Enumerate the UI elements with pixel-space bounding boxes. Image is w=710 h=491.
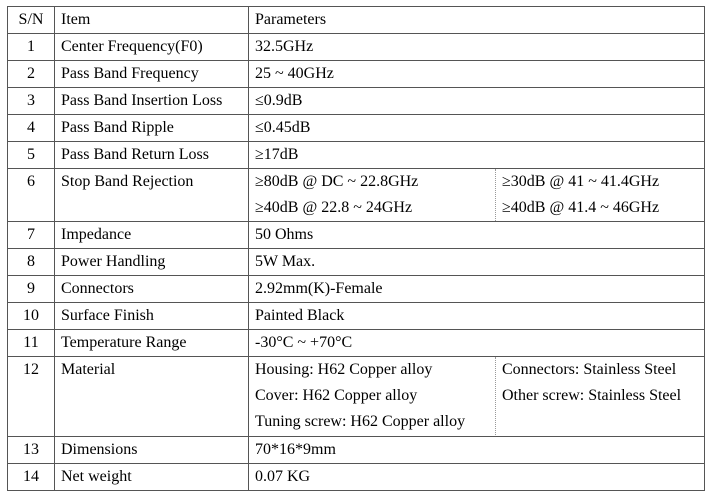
value-line: ≥80dB @ DC ~ 22.8GHz <box>255 173 419 190</box>
row-item: Material <box>55 357 249 437</box>
value-column-1 <box>249 169 496 221</box>
row-item: Center Frequency(F0) <box>55 34 249 61</box>
header-parameters: Parameters <box>249 7 705 34</box>
header-item: Item <box>55 7 249 34</box>
row-sn: 10 <box>8 303 55 330</box>
value-line: Connectors: Stainless Steel <box>502 361 677 378</box>
row-item: Impedance <box>55 222 249 249</box>
row-value: ≥17dB <box>249 142 705 169</box>
row-sn: 8 <box>8 249 55 276</box>
row-item: Stop Band Rejection <box>55 169 249 222</box>
table-row <box>8 303 705 330</box>
value-line: Housing: H62 Copper alloy <box>255 361 433 378</box>
table-row <box>8 249 705 276</box>
row-item: Pass Band Ripple <box>55 115 249 142</box>
table-row <box>8 34 705 61</box>
value-column-2 <box>496 357 681 435</box>
table-row <box>8 464 705 491</box>
row-sn: 6 <box>8 169 55 222</box>
row-value: -30°C ~ +70°C <box>249 330 705 357</box>
value-line: Other screw: Stainless Steel <box>502 387 682 404</box>
row-value: 2.92mm(K)-Female <box>249 276 705 303</box>
row-value: 70*16*9mm <box>249 437 705 464</box>
row-value: 25 ~ 40GHz <box>249 61 705 88</box>
value-line: Cover: H62 Copper alloy <box>255 387 418 404</box>
row-item: Surface Finish <box>55 303 249 330</box>
row-item: Net weight <box>55 464 249 491</box>
row-sn: 12 <box>8 357 55 437</box>
spec-table <box>7 6 705 491</box>
value-line: Tuning screw: H62 Copper alloy <box>255 413 466 430</box>
table-row <box>8 437 705 464</box>
row-item: Pass Band Frequency <box>55 61 249 88</box>
row-item: Pass Band Insertion Loss <box>55 88 249 115</box>
value-line: ≥40dB @ 41.4 ~ 46GHz <box>502 199 660 216</box>
row-value-split <box>249 357 705 437</box>
table-row <box>8 61 705 88</box>
table-row <box>8 169 705 222</box>
header-sn: S/N <box>8 7 55 34</box>
row-sn: 14 <box>8 464 55 491</box>
row-sn: 1 <box>8 34 55 61</box>
table-row <box>8 222 705 249</box>
row-item: Pass Band Return Loss <box>55 142 249 169</box>
row-item: Temperature Range <box>55 330 249 357</box>
row-sn: 2 <box>8 61 55 88</box>
table-row <box>8 88 705 115</box>
row-sn: 9 <box>8 276 55 303</box>
row-value: 50 Ohms <box>249 222 705 249</box>
row-item: Dimensions <box>55 437 249 464</box>
row-sn: 7 <box>8 222 55 249</box>
table-row <box>8 276 705 303</box>
row-sn: 13 <box>8 437 55 464</box>
row-value-split <box>249 169 705 222</box>
value-line: ≥40dB @ 22.8 ~ 24GHz <box>255 199 413 216</box>
row-item: Power Handling <box>55 249 249 276</box>
row-item: Connectors <box>55 276 249 303</box>
row-value: ≤0.45dB <box>249 115 705 142</box>
row-value: 5W Max. <box>249 249 705 276</box>
value-column-2 <box>496 169 659 221</box>
table-row <box>8 357 705 437</box>
header-row <box>8 7 705 34</box>
row-value: 32.5GHz <box>249 34 705 61</box>
row-sn: 4 <box>8 115 55 142</box>
row-sn: 5 <box>8 142 55 169</box>
row-value: 0.07 KG <box>249 464 705 491</box>
table-row <box>8 330 705 357</box>
table-row <box>8 142 705 169</box>
value-line: ≥30dB @ 41 ~ 41.4GHz <box>502 173 660 190</box>
row-sn: 3 <box>8 88 55 115</box>
row-value: Painted Black <box>249 303 705 330</box>
value-column-1 <box>249 357 496 435</box>
row-value: ≤0.9dB <box>249 88 705 115</box>
table-row <box>8 115 705 142</box>
row-sn: 11 <box>8 330 55 357</box>
